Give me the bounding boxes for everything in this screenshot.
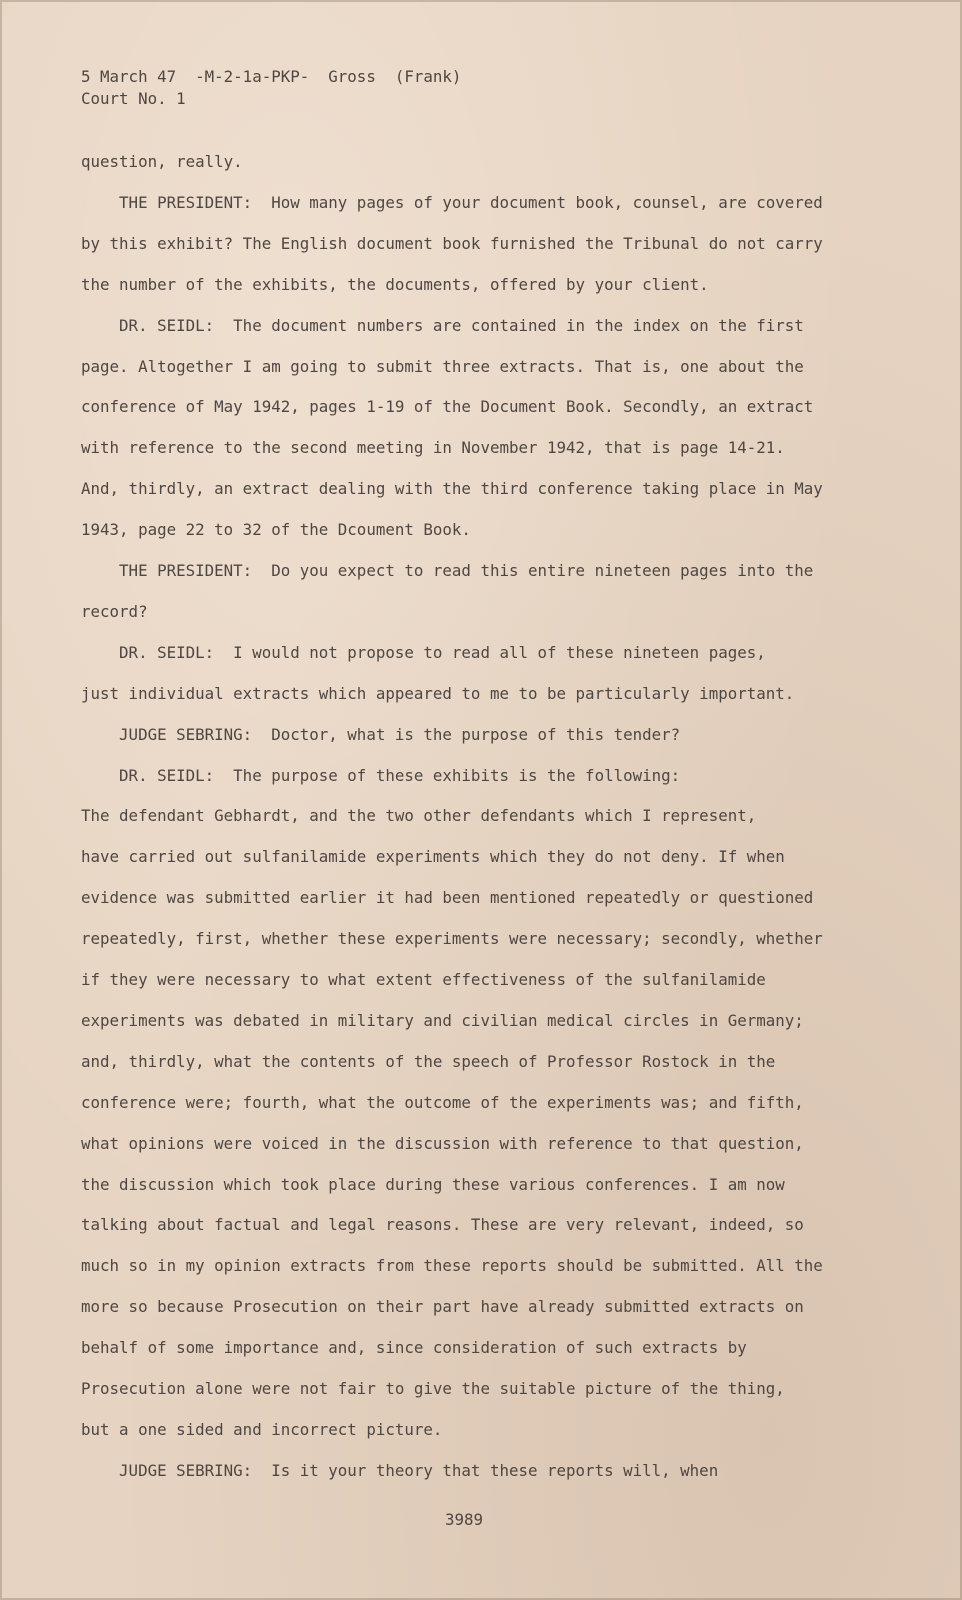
transcript-line: evidence was submitted earlier it had been mentioned repeatedly or questioned (81, 888, 814, 907)
header-line-court: Court No. 1 (81, 89, 186, 108)
transcript-line: and, thirdly, what the contents of the speech of Professor Rostock in the (81, 1052, 776, 1071)
transcript-line: JUDGE SEBRING: Doctor, what is the purpose of this tender? (81, 725, 681, 744)
transcript-line: just individual extracts which appeared to me to be particularly important. (81, 684, 795, 703)
transcript-line: repeatedly, first, whether these experiments were necessary; secondly, whether (81, 929, 823, 948)
transcript-line: DR. SEIDL: The purpose of these exhibits is the following: (81, 766, 681, 785)
transcript-line: THE PRESIDENT: Do you expect to read this entire nineteen pages into the (81, 561, 814, 580)
transcript-line: 1943, page 22 to 32 of the Dcoument Book. (81, 520, 471, 539)
transcript-line: And, thirdly, an extract dealing with the third conference taking place in May (81, 479, 823, 498)
document-header (81, 66, 461, 110)
transcript-line: The defendant Gebhardt, and the two other defendants which I represent, (81, 806, 757, 825)
transcript-line: but a one sided and incorrect picture. (81, 1420, 443, 1439)
transcript-line: talking about factual and legal reasons. These are very relevant, indeed, so (81, 1215, 804, 1234)
transcript-line: have carried out sulfanilamide experiments which they do not deny. If when (81, 847, 785, 866)
transcript-line: much so in my opinion extracts from these reports should be submitted. All the (81, 1256, 823, 1275)
transcript-line: JUDGE SEBRING: Is it your theory that these reports will, when (81, 1461, 719, 1480)
transcript-line: more so because Prosecution on their part have already submitted extracts on (81, 1297, 804, 1316)
transcript-line: conference of May 1942, pages 1-19 of the Document Book. Secondly, an extract (81, 397, 814, 416)
transcript-line: with reference to the second meeting in November 1942, that is page 14-21. (81, 438, 785, 457)
transcript-line: by this exhibit? The English document book furnished the Tribunal do not carry (81, 234, 823, 253)
transcript-line: experiments was debated in military and civilian medical circles in Germany; (81, 1011, 804, 1030)
transcript-line: what opinions were voiced in the discussion with reference to that question, (81, 1134, 804, 1153)
transcript-line: Prosecution alone were not fair to give the suitable picture of the thing, (81, 1379, 785, 1398)
transcript-line: record? (81, 602, 148, 621)
transcript-line: behalf of some importance and, since consideration of such extracts by (81, 1338, 747, 1357)
transcript-line: DR. SEIDL: I would not propose to read all of these nineteen pages, (81, 643, 766, 662)
transcript-line: if they were necessary to what extent effectiveness of the sulfanilamide (81, 970, 766, 989)
transcript-line: question, really. (81, 152, 243, 171)
transcript-line: THE PRESIDENT: How many pages of your document book, counsel, are covered (81, 193, 823, 212)
transcript-line: conference were; fourth, what the outcome of the experiments was; and fifth, (81, 1093, 804, 1112)
page-number: 3989 (445, 1510, 484, 1529)
transcript-line: DR. SEIDL: The document numbers are contained in the index on the first (81, 316, 804, 335)
header-line-date-reference: 5 March 47 -M-2-1a-PKP- Gross (Frank) (81, 67, 462, 86)
transcript-line: the discussion which took place during these various conferences. I am now (81, 1175, 785, 1194)
transcript-line: the number of the exhibits, the documents, offered by your client. (81, 275, 709, 294)
transcript-line: page. Altogether I am going to submit three extracts. That is, one about the (81, 357, 804, 376)
